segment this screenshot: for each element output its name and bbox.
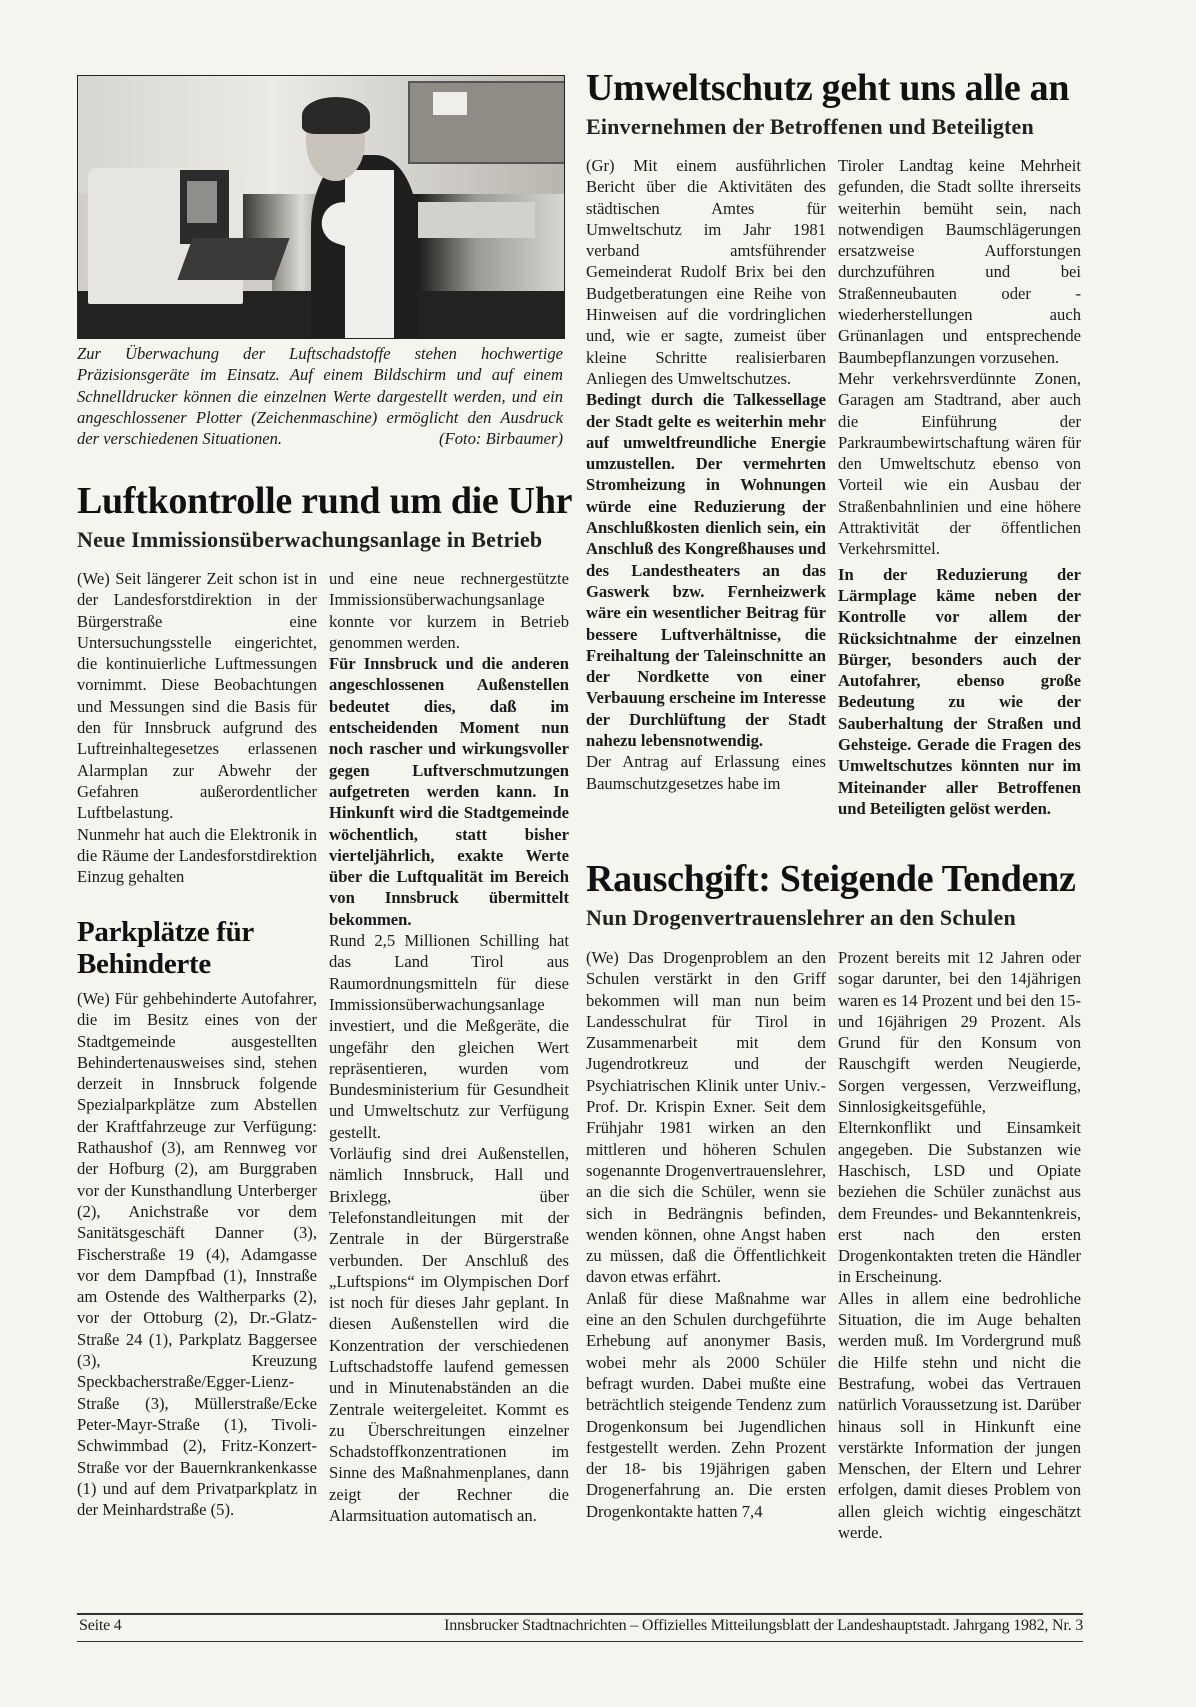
paragraph: und eine neue rechnergestützte Immissionsüberwachungsanlage konnte vor kurzem in Betrieb genommen werden. <box>329 569 569 652</box>
footer-bottom-rule <box>77 1641 1083 1642</box>
paragraph: Tiroler Landtag keine Mehrheit gefunden, die Stadt sollte ihrerseits weiterhin bemüht sein, nach notwendigen Baumschlägerungen ersatzweise Aufforstungen durchzuführen und bei Straßenneubauten oder -wiederherstellungen auch Grünanlagen und entsprechende Baumbepflanzungen vorzusehen. <box>838 156 1081 367</box>
paragraph: Anlaß für diese Maßnahme war eine an den Schulen durchgeführte Erhebung auf anonymer Basis, wobei mehr als 2000 Schüler befragt wurden. Dabei mußte eine beträchtlich steigende Tendenz zum Drogenkonsum bei Jugendlichen festgestellt werden. Zehn Prozent der 18- bis 19jährigen gaben Drogenerfahrung an. Die ersten Drogenkontakte hatten 7,4 <box>586 1288 826 1521</box>
headline-parkplaetze: Parkplätze für Behinderte <box>77 916 254 980</box>
footer-page-number: Seite 4 <box>79 1617 122 1634</box>
paragraph: (We) Für gehbehinderte Autofahrer, die im Besitz eines von der Stadtgemeinde ausgestellten Behindertenausweises sind, stehen derzeit in Innsbruck folgende Spezialparkplätze zum Abstellen der Kraftfahrzeuge zur Verfügung: Rathaushof (3), am Rennweg vor der Hofburg (2), am Burggraben vor der Kunsthandlung Unterberger (2), Anichstraße vor dem Sanitätsgeschäft Danner (3), Fischerstraße 19 (4), Adamgasse vor dem Dampfbad (1), Innstraße am Ostende des Waltherparks (2), vor der Ottoburg (2), Dr.-Glatz-Straße 24 (1), Parkplatz Baggersee (3), Kreuzung Speckbacherstraße/Egger-Lienz-Straße (3), Müllerstraße/Ecke Peter-Mayr-Straße (1), Tivoli-Schwimmbad (2), Fritz-Konzert-Straße vor der Bauernkrankenkasse (1) und auf dem Privatparkplatz in der Meinhardstraße (5). <box>77 989 317 1520</box>
photo-caption <box>77 343 563 449</box>
paragraph: (We) Das Drogenproblem an den Schulen verstärkt in den Griff bekommen will man nun beim Landesschulrat für Tirol in Zusammenarbeit mit dem Jugendrotkreuz und der Psychiatrischen Klinik unter Univ.-Prof. Dr. Krispin Exner. Seit dem Frühjahr 1981 wirken an den mittleren und höheren Schulen sogenannte Drogenvertrauenslehrer, an die sich die Schüler, wenn sie sich in Bedrängnis befinden, wenden können, ohne Angst haben zu müssen, daß die Öffentlichkeit davon etwas erfährt. <box>586 948 826 1287</box>
headline-umweltschutz: Umweltschutz geht uns alle an <box>586 67 1070 109</box>
headline-rauschgift: Rauschgift: Steigende Tendenz <box>586 858 1076 900</box>
photo-keyboard <box>177 238 289 280</box>
luftkontrolle-column-2 <box>329 568 569 1526</box>
luftkontrolle-column-1 <box>77 568 317 887</box>
subheadline-luftkontrolle: Neue Immissionsüberwachungsanlage in Betrieb <box>77 527 543 552</box>
paragraph: Alles in allem eine bedrohliche Situation, die im Auge behalten werden muß. Im Vordergrund muß die Hilfe stehn und nicht die Bestrafung, wobei das Vertrauen natürlich Voraussetzung ist. Darüber hinaus soll in Hinkunft eine verstärkte Information der jungen Menschen, der Eltern und Lehrer erfolgen, damit dieses Problem von allen gleich wichtig eingeschätzt werde. <box>838 1288 1081 1543</box>
photo-hair <box>302 97 370 134</box>
caption-text: Zur Überwachung der Luftschadstoffe stehen hochwertige Präzisionsgeräte im Einsatz. Auf einem Bildschirm und auf einem Schnelldrucker können die einzelnen Werte dargestellt werden, und ein angeschlossener Plotter (Zeichenmaschine) ermöglicht den Ausdruck der verschiedenen Situationen. <box>77 344 563 449</box>
rauschgift-column-1 <box>586 947 826 1522</box>
paragraph: Prozent bereits mit 12 Jahren oder sogar darunter, bei den 14jährigen waren es 14 Prozent und bei den 15- und 16jährigen 29 Prozent. Als Grund für den Konsum von Rauschgift werden Neugierde, Sorgen vergessen, Verzweiflung, Sinnlosigkeitsgefühle, Elternkonflikt und Einsamkeit angegeben. Die Substanzen wie Haschisch, LSD und Opiate beziehen die Schüler zunächst aus dem Freundes- und Bekanntenkreis, erst nach den ersten Drogenkontakten treten die Händler in Erscheinung. <box>838 948 1081 1287</box>
photo-screen-content <box>187 181 216 223</box>
umweltschutz-column-1 <box>586 155 826 794</box>
paragraph: Rund 2,5 Millionen Schilling hat das Land Tirol aus Raumordnungsmitteln für diese Immissionsüberwachungsanlage investiert, und die Meßgeräte, die ungefähr den gleichen Wert repräsentieren, wurden vom Bundesministerium für Gesundheit und Umweltschutz zur Verfügung gestellt. <box>329 931 569 1142</box>
photo-note <box>433 92 467 116</box>
paragraph: Vorläufig sind drei Außenstellen, nämlich Innsbruck, Hall und Brixlegg, über Telefonstandleitungen mit der Zentrale in der Bürgerstraße verbunden. Der Anschluß des „Luftspions“ im Olympischen Dorf ist noch für dieses Jahr geplant. In diesen Außenstellen wird die Konzentration der verschiedenen Luftschadstoffe laufend gemessen und in Minutenabständen an die Zentrale weitergeleitet. Kommt es zu Überschreitungen einzelner Schadstoffkonzentrationen im Sinne des Maßnahmenplanes, dann zeigt der Rechner die Alarmsituation automatisch an. <box>329 1144 569 1526</box>
parkplaetze-body <box>77 988 317 1520</box>
subheadline-rauschgift: Nun Drogenvertrauenslehrer an den Schulen <box>586 905 1016 930</box>
footer-top-rule <box>77 1613 1083 1615</box>
photo-computer-terminal <box>77 75 565 339</box>
paragraph: Mehr verkehrsverdünnte Zonen, Garagen am Stadtrand, aber auch die Einführung der Parkraumbewirtschaftung wären für den Umweltschutz ebenso von Vorteil wie ein Ausbau der Straßenbahnlinien und eine höhere Attraktivität der öffentlichen Verkehrsmittel. <box>838 368 1081 559</box>
footer-publication: Innsbrucker Stadtnachrichten – Offizielles Mitteilungsblatt der Landeshauptstadt. Jahrgang 1982, Nr. 3 <box>444 1617 1083 1634</box>
photo-shirt <box>345 170 394 338</box>
headline-luftkontrolle: Luftkontrolle rund um die Uhr <box>77 480 573 522</box>
paragraph-bold: Bedingt durch die Talkessellage der Stadt gelte es weiterhin mehr auf umweltfreundliche Energie umzustellen. Der vermehrten Stromheizung in Wohnungen würde eine Reduzierung der Anschlußkosten dienlich sein, ein Anschluß des Kongreßhauses und des Landestheaters an das Gaswerk bzw. Fernheizwerk wäre ein wesentlicher Beitrag für bessere Luftverhältnisse, die Freihaltung der Taleinschnitte an der Nordkette von einer Verbauung erscheine im Interesse der Durchlüftung der Stadt nahezu lebensnotwendig. <box>586 390 826 751</box>
paragraph: Der Antrag auf Erlassung eines Baumschutzgesetzes habe im <box>586 752 826 793</box>
photo-credit: (Foto: Birbaumer) <box>439 429 563 449</box>
paragraph: Nunmehr hat auch die Elektronik in die Räume der Landesforstdirektion Einzug gehalten <box>77 824 317 887</box>
paragraph: (We) Seit längerer Zeit schon ist in der Landesforstdirektion in der Bürgerstraße eine Untersuchungsstelle eingerichtet, die kontinuierliche Luftmessungen vornimmt. Diese Beobachtungen und Messungen sind die Basis für den für Innsbruck aufgrund des Luftreinhaltegesetzes erlassenen Alarmplan zur Abwehr der Gefahren außerordentlicher Luftbelastung. <box>77 569 317 823</box>
paragraph-bold: Für Innsbruck und die anderen angeschlossenen Außenstellen bedeutet dies, daß im entscheidenden Moment nun noch rascher und wirkungsvoller gegen Luftverschmutzungen aufgetreten werden kann. In Hinkunft wird die Stadtgemeinde wöchentlich, statt bisher vierteljährlich, exakte Werte über die Luftqualität im Bereich von Innsbruck übermittelt bekommen. <box>329 654 569 929</box>
rauschgift-column-2 <box>838 947 1081 1543</box>
umweltschutz-column-2 <box>838 155 1081 819</box>
photo-printer <box>418 202 535 239</box>
paragraph-bold: In der Reduzierung der Lärmplage käme neben der Kontrolle vor allem der Rücksichtnahme der einzelnen Bürger, besonders auch der Autofahrer, ebenso große Bedeutung zu wie der Sauberhaltung der Straßen und Gehsteige. Gerade die Fragen des Umweltschutzes könnten nur im Miteinander aller Betroffenen und Beteiligten gelöst werden. <box>838 564 1081 818</box>
paragraph: (Gr) Mit einem ausführlichen Bericht über die Aktivitäten des städtischen Amtes für Umweltschutz im Jahr 1981 verband amtsführender Gemeinderat Rudolf Brix bei den Budgetberatungen eine Reihe von Hinweisen auf die vordringlichen und, wie er sagte, zumeist über kleine Schritte realisierbaren Anliegen des Umweltschutzes. <box>586 156 826 388</box>
subheadline-umweltschutz: Einvernehmen der Betroffenen und Beteiligten <box>586 114 1034 139</box>
